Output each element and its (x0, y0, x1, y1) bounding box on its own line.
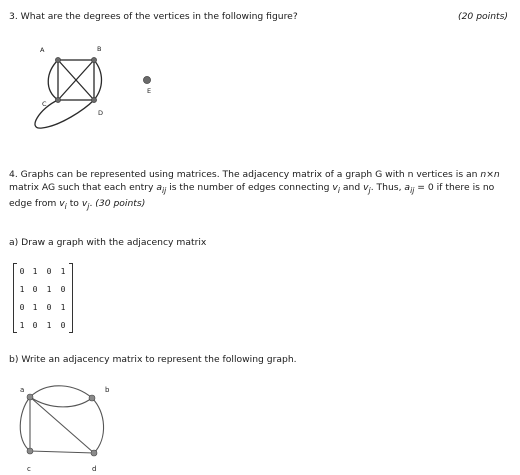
adjacency-matrix (13, 263, 73, 333)
graph3-label-a: A (40, 46, 45, 54)
graph3-edge-b-d-curve (94, 60, 102, 100)
part-b-label: b) Write an adjacency matrix to represent the following graph. (9, 354, 297, 365)
graph4b-label-d: d (92, 465, 97, 473)
graph4b-edge-a-b-upper (30, 386, 92, 398)
graph4b-vertex-a (27, 394, 33, 400)
graph3-vertex-e (143, 76, 150, 83)
graph3-vertex-c (55, 97, 60, 102)
graph3-label-b: B (97, 45, 102, 53)
graph4b-edge-c-d (30, 451, 94, 453)
graph4b-edge-a-d (30, 397, 94, 453)
graph3-label-c: C (42, 100, 47, 108)
matrix-cell: 1 (60, 267, 66, 276)
part-a-label: a) Draw a graph with the adjacency matrix (9, 237, 207, 248)
graph3-edge-a-c-curve (48, 60, 58, 100)
question-3-vertices (55, 57, 150, 102)
matrix-cell: 0 (46, 267, 52, 276)
matrix-cell: 1 (19, 321, 25, 330)
matrix-cell: 0 (60, 285, 66, 294)
matrix-right-bracket (69, 263, 73, 333)
matrix-cell: 0 (32, 285, 38, 294)
graph3-label-e: E (147, 87, 152, 95)
question-4-text: 4. Graphs can be represented using matrices. The adjacency matrix of a graph G with n vertices is an n×n matrix AG such that each entry $a_{ij}$ is the number of edges connecting $v_i$ and $v_j$. Thus, $a_{ij} = 0$ if there is no edge from $v_i$ to $v_j$. (30 points) (9, 169, 500, 211)
graph4b-edge-b-d (92, 398, 104, 453)
matrix-cell: 1 (46, 285, 52, 294)
matrix-cell: 0 (19, 267, 25, 276)
graph4b-vertex-c (27, 448, 33, 454)
matrix-cell: 1 (19, 285, 25, 294)
matrix-cell: 0 (60, 321, 66, 330)
question-4-points: (30 points) (95, 197, 146, 209)
question-3-points: (20 points) (458, 11, 508, 22)
graph4b-vertex-b (89, 395, 95, 401)
matrix-cell: 1 (32, 267, 38, 276)
matrix-cell: 1 (46, 321, 52, 330)
graph4b-label-c: c (27, 465, 31, 473)
graph3-vertex-b (91, 57, 96, 62)
matrix-cell: 1 (32, 303, 38, 312)
matrix-cell: 1 (60, 303, 66, 312)
graph4b-edge-a-curve (20, 397, 30, 451)
graph4b-vertex-d (91, 450, 97, 456)
question-3-text: 3. What are the degrees of the vertices in the following figure? (9, 11, 298, 22)
graph4b-label-b: b (105, 386, 110, 394)
matrix-cell: 0 (19, 303, 25, 312)
graph4b-label-a: a (20, 386, 25, 394)
matrix-cell: 0 (32, 321, 38, 330)
matrix-cell: 0 (46, 303, 52, 312)
graph3-vertex-d (91, 97, 96, 102)
graph3-label-d: D (98, 109, 104, 117)
graph3-vertex-a (55, 57, 60, 62)
question-3-graph (35, 60, 102, 128)
